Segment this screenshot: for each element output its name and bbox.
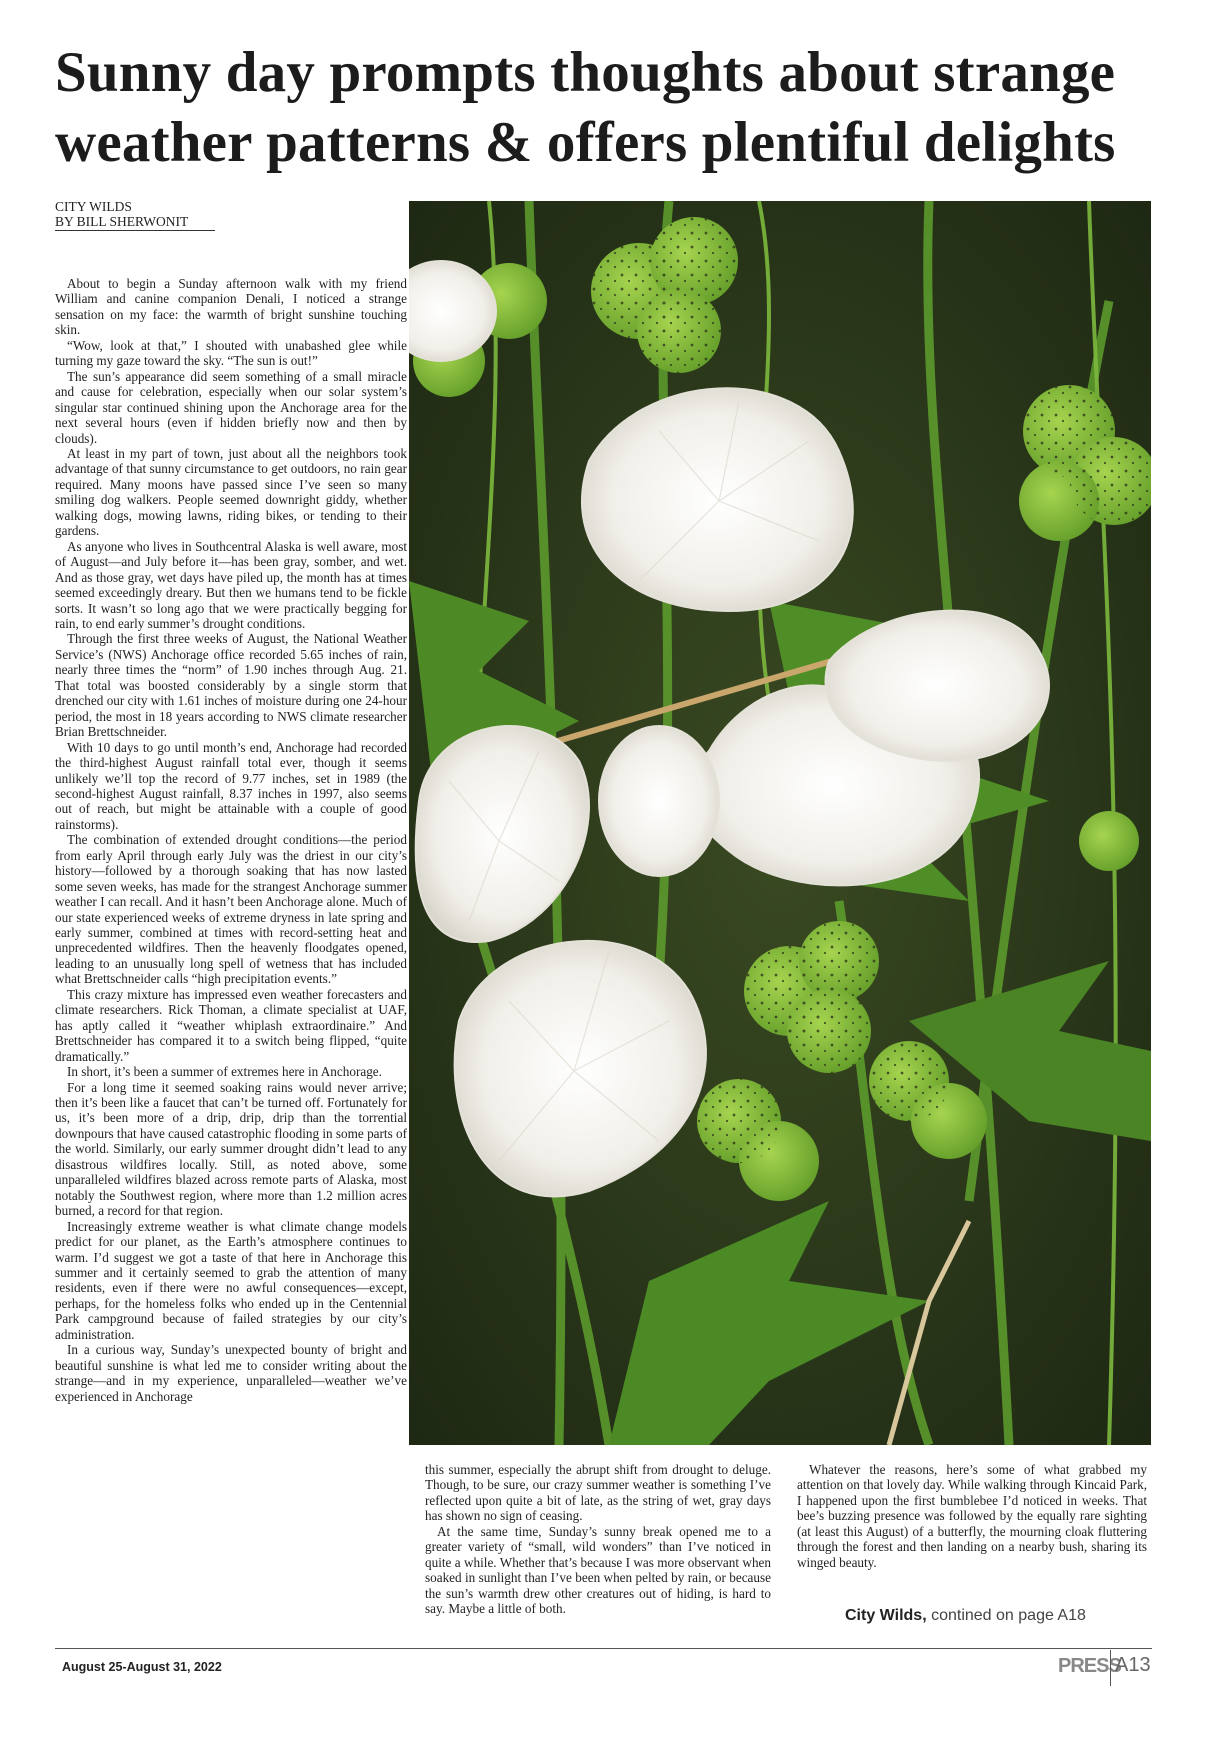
issue-date: August 25-August 31, 2022	[62, 1660, 222, 1674]
mushroom-photo-illustration	[409, 201, 1151, 1445]
paragraph: Through the first three weeks of August, the National Weather Service’s (NWS) Anchorage office recorded 5.65 inches of rain, nearly three times the “norm” of 1.90 inches through Aug. 21. That total was boosted considerably by a single storm that drenched our city with 1.61 inches of moisture during one 24-hour period, the most in 18 years according to NWS climate researcher Brian Brettschneider.	[55, 631, 407, 740]
continuation-label: City Wilds,	[845, 1607, 927, 1624]
paragraph: About to begin a Sunday afternoon walk with my friend William and canine companion Denali, I noticed a strange sensation on my face: the warmth of bright sunshine touching skin.	[55, 276, 407, 338]
mushroom-photo	[409, 201, 1151, 1445]
paragraph: As anyone who lives in Southcentral Alaska is well aware, most of August—and July before it—has been gray, somber, and wet. And as those gray, wet days have piled up, the month has at times seemed exceedingly dreary. But then we humans tend to be fickle sorts. It wasn’t so long ago that we were practically begging for rain, to end early summer’s drought conditions.	[55, 538, 407, 631]
paragraph: With 10 days to go until month’s end, Anchorage had recorded the third-highest August rainfall total ever, though it seems unlikely we’ll top the record of 9.77 inches, set in 1989 (the second-highest August rainfall, 8.37 inches in 1997, also seems out of reach, but might be attainable with a couple of good rainstorms).	[55, 739, 407, 832]
byline: BY BILL SHERWONIT	[55, 214, 189, 229]
article-column-2	[425, 1462, 771, 1617]
publication-logo: PRESS	[1058, 1655, 1121, 1677]
paragraph: “Wow, look at that,” I shouted with unabashed glee while turning my gaze toward the sky. “The sun is out!”	[55, 337, 407, 369]
paragraph: At the same time, Sunday’s sunny break opened me to a greater variety of “small, wild wonders” than I’ve noticed in quite a while. Whether that’s because I was more observant when soaked in sunlight than I’ve been when pelted by rain, or because the sun’s warmth drew other creatures out of hiding, is hard to say. Maybe a little of both.	[425, 1523, 771, 1617]
headline-line-1: Sunny day prompts thoughts about strange	[55, 41, 1116, 104]
headline-line-2: weather patterns & offers plentiful delights	[55, 111, 1116, 174]
page-number: A13	[1115, 1654, 1151, 1676]
paragraph: this summer, especially the abrupt shift from drought to deluge. Though, to be sure, our crazy summer weather is something I’ve reflected upon quite a bit of late, as the string of wet, gray days has shown no sign of ceasing.	[425, 1462, 771, 1524]
paragraph: The combination of extended drought conditions—the period from early April through early July was the driest in our city’s history—followed by a thorough soaking that has now lasted some seven weeks, has made for the strangest Anchorage summer weather I can recall. And it hasn’t been Anchorage alone. Much of our state experienced weeks of extreme dryness in late spring and early summer, combined at times with record-setting heat and unprecedented wildfires. Then the heavenly floodgates opened, leading to an unusually long spell of wetness that has included what Brettschneider calls “high precipitation events.”	[55, 832, 407, 987]
article-column-1	[55, 276, 407, 1404]
paragraph: In a curious way, Sunday’s unexpected bounty of bright and beautiful sunshine is what led me to consider writing about the strange—and in my experience, unparalleled—weather we’ve experienced in Anchorage	[55, 1342, 407, 1404]
continuation-text: contined on page A18	[926, 1607, 1086, 1624]
footer-divider	[1110, 1650, 1111, 1686]
paragraph: Increasingly extreme weather is what climate change models predict for our planet, as the Earth’s atmosphere continues to warm. I’d suggest we got a taste of that here in Anchorage this summer and it certainly seemed to grab the attention of many residents, even if there were no awful consequences—except, perhaps, for the homeless folks who ended up in the Centennial Park campground because of failed strategies by our city’s administration.	[55, 1218, 407, 1342]
byline-rule	[55, 230, 215, 231]
headline	[55, 38, 1165, 178]
paragraph: Whatever the reasons, here’s some of what grabbed my attention on that lovely day. While walking through Kincaid Park, I happened upon the first bumblebee I’d noticed in weeks. That bee’s buzzing presence was followed by the equally rare sighting (at least this August) of a butterfly, the mourning cloak fluttering through the forest and then landing on a nearby bush, sharing its winged beauty.	[797, 1462, 1147, 1570]
footer-rule	[55, 1648, 1152, 1649]
paragraph: For a long time it seemed soaking rains would never arrive; then it’s been like a faucet that can’t be turned off. Fortunately for us, it’s been more of a drip, drip, drip than the torrential downpours that have caused catastrophic flooding in some parts of the world. Similarly, our early summer drought didn’t lead to any disastrous wildfires locally. Still, as noted above, some unparalleled wildfires blazed across remote parts of Alaska, most notably the Southwest region, where more than 1.2 million acres burned, a record for that region.	[55, 1079, 407, 1219]
paragraph: The sun’s appearance did seem something of a small miracle and cause for celebration, especially when our solar system’s singular star continued shining upon the Anchorage area for the next several hours (even if hidden briefly now and then by clouds).	[55, 368, 407, 446]
paragraph: At least in my part of town, just about all the neighbors took advantage of that sunny circumstance to get outdoors, no rain gear required. Many moons have passed since I’ve seen so many smiling dog walkers. People seemed downright giddy, whether walking dogs, mowing lawns, riding bikes, or tending to their gardens.	[55, 445, 407, 539]
paragraph: In short, it’s been a summer of extremes here in Anchorage.	[67, 1064, 382, 1080]
kicker	[55, 199, 215, 231]
paragraph: This crazy mixture has impressed even weather forecasters and climate researchers. Rick Thoman, a climate specialist at UAF, has aptly called it “weather whiplash extraordinaire.” And Brettschneider has compared it to a switch being flipped, “quite dramatically.”	[55, 986, 407, 1064]
section-label: CITY WILDS	[55, 199, 132, 214]
continuation-note	[845, 1607, 1086, 1625]
article-column-3	[797, 1462, 1147, 1570]
